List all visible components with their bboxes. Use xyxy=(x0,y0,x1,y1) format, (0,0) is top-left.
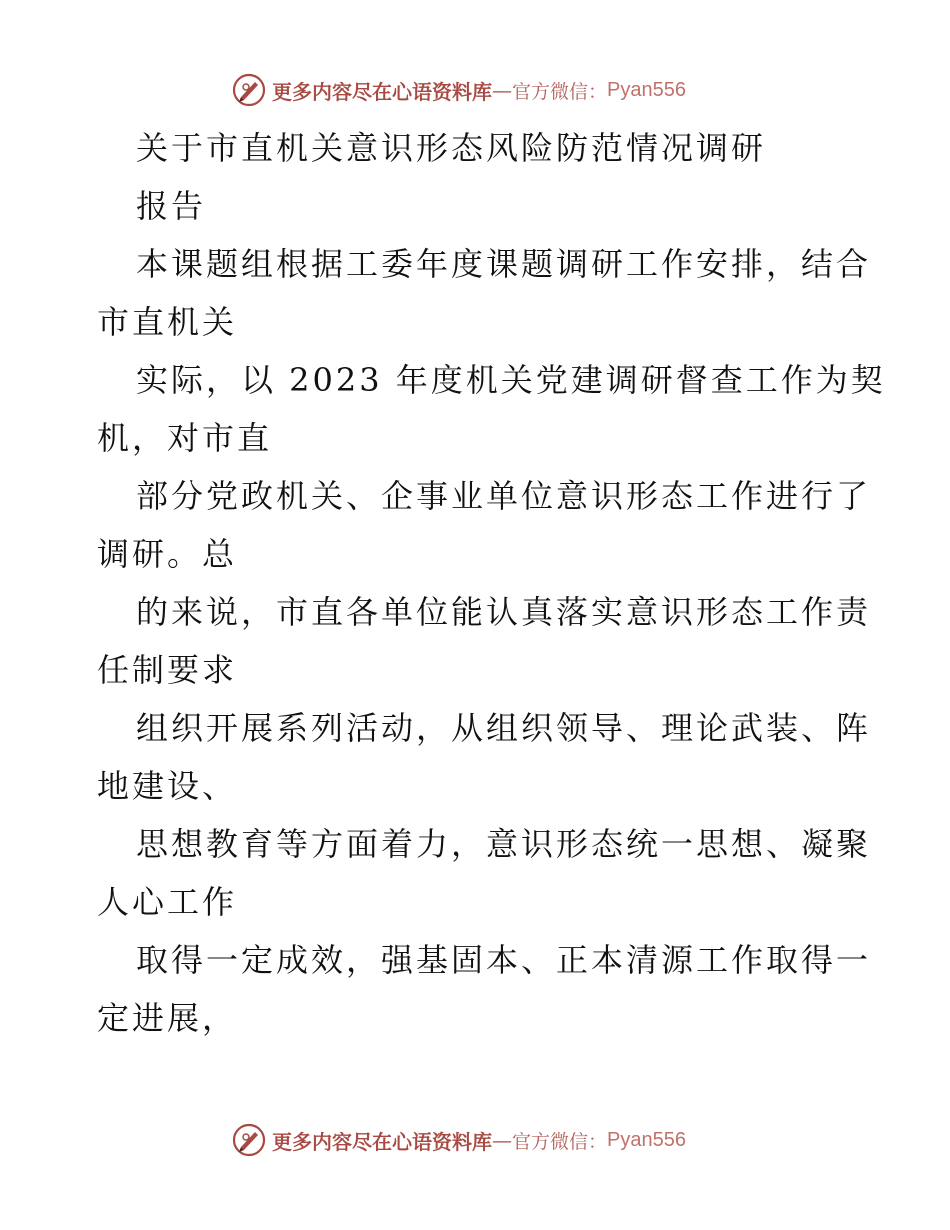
text-line: 报告 xyxy=(136,187,207,225)
text-line: 定进展， xyxy=(97,999,238,1037)
banner-wechat-label: 官方微信： xyxy=(512,1130,608,1153)
banner-dash: — xyxy=(492,1128,512,1152)
text-line: 组织开展系列活动，从组织领导、理论武装、阵 xyxy=(136,709,872,747)
text-line: 取得一定成效，强基固本、正本清源工作取得一 xyxy=(136,941,872,979)
banner-main-text: 更多内容尽在心语资料库 xyxy=(272,79,492,104)
text-line: 地建设、 xyxy=(97,767,238,805)
text-line: 机，对市直 xyxy=(97,419,273,457)
text-line: 部分党政机关、企事业单位意识形态工作进行了 xyxy=(136,477,872,515)
text-line: 人心工作 xyxy=(97,883,238,921)
footer-banner xyxy=(232,1122,686,1158)
banner-main-text: 更多内容尽在心语资料库 xyxy=(272,1129,492,1154)
text-line: 市直机关 xyxy=(97,303,238,341)
header-banner xyxy=(232,72,686,108)
pen-logo-icon xyxy=(232,1123,266,1157)
pen-logo-icon xyxy=(232,73,266,107)
text-line: 关于市直机关意识形态风险防范情况调研 xyxy=(136,129,767,167)
text-line: 实际，以 2023 年度机关党建调研督查工作为契 xyxy=(136,361,886,399)
banner-wechat-id: Pyan556 xyxy=(607,78,686,101)
banner-dash: — xyxy=(492,78,512,102)
text-line: 调研。总 xyxy=(97,535,238,573)
text-line: 本课题组根据工委年度课题调研工作安排，结合 xyxy=(136,245,872,283)
banner-wechat-id: Pyan556 xyxy=(607,1128,686,1151)
banner-wechat-label: 官方微信： xyxy=(512,80,608,103)
text-line: 任制要求 xyxy=(97,651,238,689)
text-line: 思想教育等方面着力，意识形态统一思想、凝聚 xyxy=(136,825,872,863)
text-line: 的来说，市直各单位能认真落实意识形态工作责 xyxy=(136,593,872,631)
